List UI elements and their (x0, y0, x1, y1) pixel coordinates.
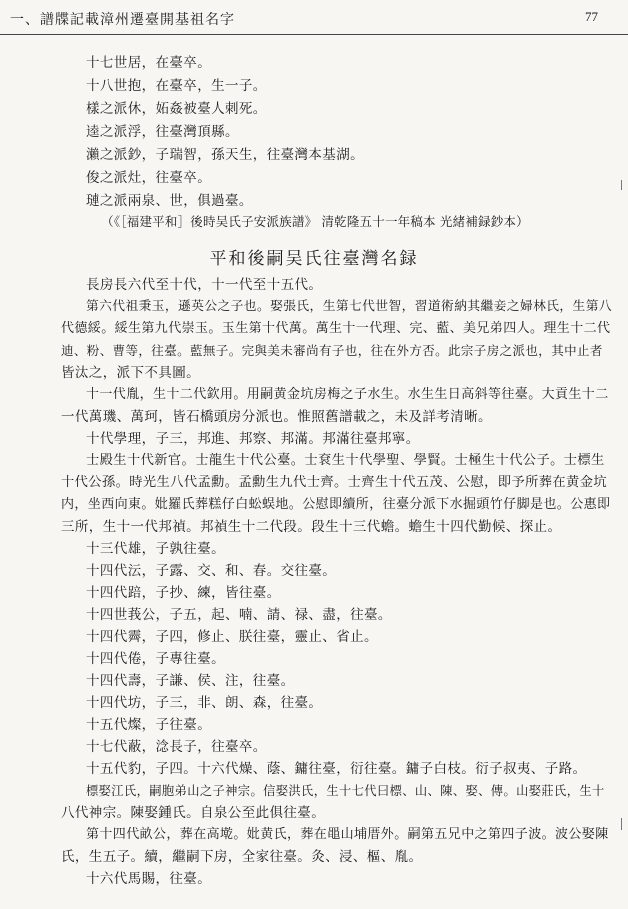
text-line: 十五代燦，子往臺。 (86, 717, 212, 733)
text-line: 十七代蔽，淰長子，往臺卒。 (86, 739, 267, 755)
text-line: 十四世莪公，子五，起、喃、請、禄、盡，往臺。 (86, 607, 392, 623)
text-line: 十六代馬賜，往臺。 (86, 871, 212, 887)
text-line: 十四代倦，子專往臺。 (86, 651, 225, 667)
text-line: 十五代豹，子四。十六代燥、蔭、鏞往臺，衍往臺。鏞子白枝。衍子叔夷、子路。 (86, 761, 587, 777)
text-line: 十七世居，在臺卒。 (86, 55, 212, 71)
text-line: 十四代沄，子露、交、和、春。交往臺。 (86, 563, 337, 579)
text-line: 内，坐西向東。妣羅氏葬糕仔白蚣蜈地。公慰即續所，往臺分派下水掘頭竹仔脚是也。公惠即 (61, 497, 611, 512)
text-line: 一代萬璣、萬珂，皆石橋頭房分派也。惟照舊譜載之，未及詳考清晰。 (61, 409, 492, 425)
scan-edge-mark (621, 818, 622, 830)
text-line: 樣之派休，妬姦被臺人刺死。 (86, 101, 267, 117)
section-title: 平和後嗣吴氏往臺灣名録 (209, 249, 419, 269)
text-line: 迪、粉、曹等，往臺。藍無子。完與美未審尚有子也，往在外方否。此宗子房之派也，其中止者 (61, 343, 603, 358)
text-line: 皆汰之，派下不具圖。 (61, 365, 200, 381)
text-line: 標娶江氏，嗣胞弟山之子神宗。信娶洪氏，生十七代曰標、山、陳、娶、傳。山娶莊氏，生十 (86, 784, 605, 798)
text-line: 士殿生十代新官。士龍生十代公臺。士袞生十代學聖、學賢。士極生十代公子。士標生 (86, 453, 605, 468)
page-number: 77 (585, 9, 598, 24)
text-line: 十八世抱，在臺卒，生一子。 (86, 78, 267, 94)
text-line: 十一代胤，生十二代欽用。用嗣黄金坑房梅之子水生。水生生日高斜等往臺。大貢生十二 (86, 387, 609, 402)
text-line: 氏，生五子。續，繼嗣下房，全家往臺。灸、浸、樞、胤。 (61, 849, 423, 865)
running-header (0, 0, 628, 36)
text-line: 八代神宗。陳娶鍾氏。自泉公至此俱往臺。 (61, 805, 326, 821)
text-line: 瀨之派鈔，子瑞智，孫天生，往臺灣本基湖。 (86, 147, 364, 163)
text-line: 三所，生十一代邦禎。邦禎生十二代段。段生十三代蟾。蟾生十四代勤候、探止。 (61, 519, 562, 535)
text-line: 十四代坊，子三，非、朗、森，往臺。 (86, 695, 323, 711)
text-line: 十四代霽，子四，修止、朕往臺，靈止、省止。 (86, 629, 378, 645)
text-line: 十代學理，子三，邦進、邦察、邦滿。邦滿往臺邦寧。 (86, 431, 420, 447)
text-line: 逵之派浮，往臺灣頂縣。 (86, 124, 239, 140)
text-line: 十代公孫。時光生八代孟勳。孟勳生九代士齊。士齊生十代五茂、公慰，即予所葬在黄金坑 (61, 475, 608, 490)
chapter-title: 一、譜牒記載漳州遷臺開基祖名字 (10, 12, 235, 28)
text-line: 十三代雄，子孰往臺。 (86, 541, 225, 557)
text-line: 第十四代畝公，葬在高墘。妣黄氏，葬在黽山埔厝外。嗣第五兄中之第四子波。波公娶陳 (86, 827, 609, 842)
text-line: 璉之派兩泉、世，俱過臺。 (86, 193, 253, 209)
text-line: 十四代壽，子謙、侯、注，往臺。 (86, 673, 295, 689)
source-citation: （《［福建平和］後時吴氏子安派族譜》 清乾隆五十一年稿本 光緒補録鈔本） (101, 214, 529, 229)
scan-edge-mark (621, 180, 622, 190)
text-line: 十四代踣，子抄、練，皆往臺。 (86, 585, 281, 601)
text-line: 代德綏。綏生第九代崇玉。玉生第十代萬。萬生十一代理、完、藍、美兄弟四人。理生十二代 (61, 321, 611, 336)
text-line: 長房長六代至十代，十一代至十五代。 (86, 277, 323, 293)
text-line: 第六代祖秉玉，遜英公之子也。娶張氏，生第七代世智，習道術納其繼妾之婦林氏，生第八 (86, 299, 612, 314)
text-line: 俊之派灶，往臺卒。 (86, 170, 212, 186)
header-rule (0, 34, 628, 35)
